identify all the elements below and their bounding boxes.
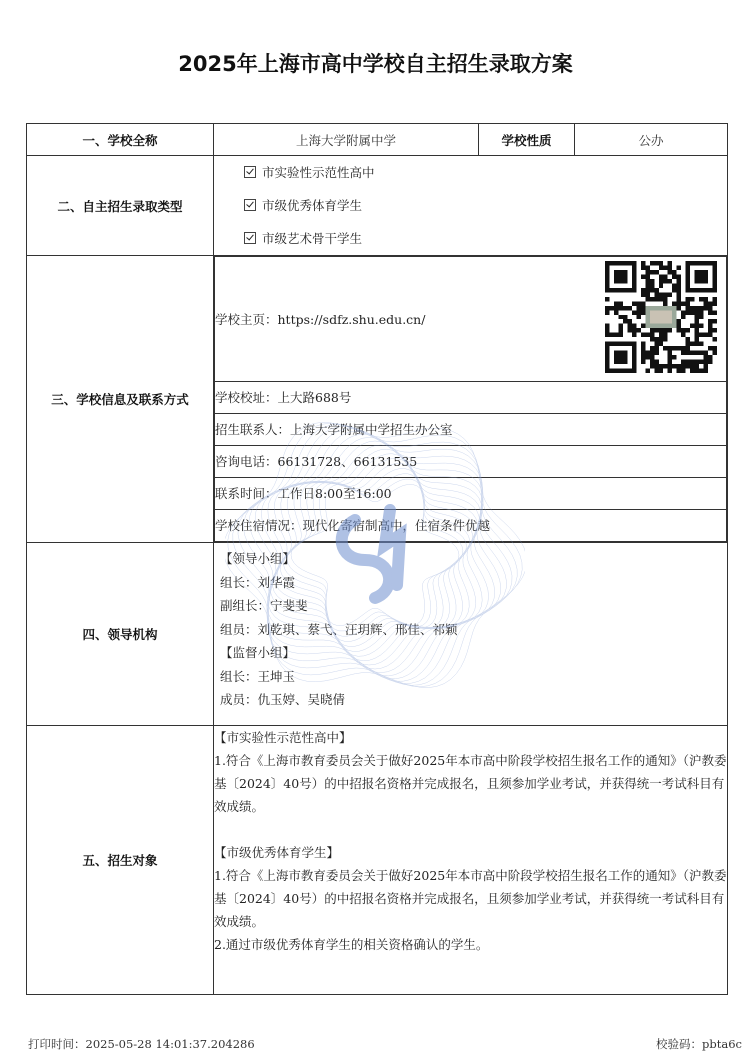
contact-line: 招生联系人：上海大学附属中学招生办公室 bbox=[215, 414, 727, 446]
leadership-label: 四、领导机构 bbox=[27, 543, 214, 726]
targets-section-title: 【市实验性示范性高中】 bbox=[214, 730, 352, 745]
address-line: 学校校址：上大路688号 bbox=[215, 382, 727, 414]
row-school-name bbox=[27, 124, 728, 156]
school-nature-label: 学校性质 bbox=[479, 124, 575, 156]
school-nature-value: 公办 bbox=[575, 124, 728, 156]
school-name-label: 一、学校全称 bbox=[27, 124, 214, 156]
leadership-line: 组长：王坤玉 bbox=[220, 668, 296, 684]
checked-box-icon bbox=[244, 232, 256, 244]
leadership-line: 组长：刘华霞 bbox=[220, 574, 296, 590]
checksum: 校验码：pbta6c bbox=[656, 1037, 742, 1051]
phone-line: 咨询电话：66131728、66131535 bbox=[215, 446, 727, 478]
row-targets bbox=[27, 726, 728, 995]
leadership-line: 组员：刘乾琪、蔡弋、汪玥辉、邢佳、祁颖 bbox=[220, 621, 458, 637]
targets-item: 1.符合《上海市教育委员会关于做好2025年本市高中阶段学校招生报名工作的通知》（沪教委基〔2024〕40号）的中招报名资格并完成报名，且须参加学业考试，并获得统一考试科目有效成绩。 bbox=[214, 868, 727, 929]
leadership-line: 【领导小组】 bbox=[220, 551, 296, 566]
checked-box-icon bbox=[244, 166, 256, 178]
leadership-line: 成员：仇玉婷、吴晓倩 bbox=[220, 692, 346, 707]
admission-type-item: 市级优秀体育学生 bbox=[214, 189, 727, 222]
leadership-line: 副组长：宁斐斐 bbox=[220, 598, 308, 613]
targets-label: 五、招生对象 bbox=[27, 726, 214, 995]
row-admission-types bbox=[27, 156, 728, 256]
admission-type-item: 市实验性示范性高中 bbox=[214, 156, 727, 189]
checked-box-icon bbox=[244, 199, 256, 211]
school-info-label: 三、学校信息及联系方式 bbox=[27, 256, 214, 543]
school-name-value: 上海大学附属中学 bbox=[214, 124, 479, 156]
targets-item: 1.符合《上海市教育委员会关于做好2025年本市高中阶段学校招生报名工作的通知》（沪教委基〔2024〕40号）的中招报名资格并完成报名，且须参加学业考试，并获得统一考试科目有效成绩。 bbox=[214, 753, 727, 814]
admission-types-list bbox=[214, 156, 728, 256]
hours-line: 联系时间：工作日8:00至16:00 bbox=[215, 478, 727, 510]
targets-item: 2.通过市级优秀体育学生的相关资格确认的学生。 bbox=[214, 937, 489, 952]
homepage-line: 学校主页：https://sdfz.shu.edu.cn/ bbox=[215, 257, 727, 382]
boarding-line: 学校住宿情况：现代化寄宿制高中，住宿条件优越 bbox=[215, 510, 727, 542]
leadership-line: 【监督小组】 bbox=[220, 645, 296, 660]
row-leadership bbox=[27, 543, 728, 726]
qr-code-icon bbox=[605, 261, 717, 373]
targets-section-title: 【市级优秀体育学生】 bbox=[214, 845, 340, 860]
print-time: 打印时间：2025-05-28 14:01:37.204286 bbox=[28, 1037, 255, 1051]
admission-types-label: 二、自主招生录取类型 bbox=[27, 156, 214, 256]
admission-type-item: 市级艺术骨干学生 bbox=[214, 222, 727, 255]
admission-table bbox=[26, 123, 728, 995]
page-title: 2025年上海市高中学校自主招生录取方案 bbox=[178, 52, 573, 76]
